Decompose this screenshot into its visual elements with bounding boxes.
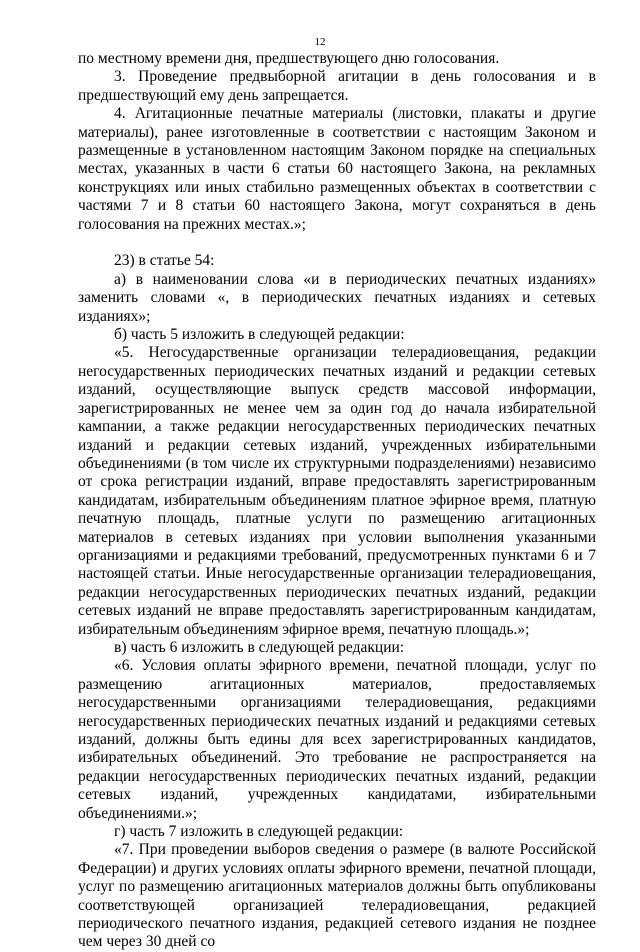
paragraph-spacer (78, 234, 596, 252)
paragraph: г) часть 7 изложить в следующей редакции: (114, 823, 404, 841)
paragraph: а) в наименовании слова «и в периодических печатных изданиях» заменить словами «, в периодических печатных изданиях и сетевых изданиях»; (78, 270, 596, 325)
paragraph: «5. Негосударственные организации телерадиовещания, редакции негосударственных периодических печатных изданий и редакции сетевых изданий, осуществляющие выпуск средств массовой информации, зарегистрированных не менее чем за один год до начала избирательной кампании, а также редакции негосударственных периодических печатных изданий и редакции сетевых изданий, учрежденных избирательными объединениями (в том числе их структурными подразделениями) независимо от срока регистрации изданий, вправе предоставлять зарегистрированным кандидатам, избирательным объединениям платное эфирное время, платную печатную площадь, платные услуги по размещению агитационных материалов в сетевых изданиях при условии выполнения указанными организациями и редакциями требований, предусмотренных пунктами 6 и 7 настоящей статьи. Иные негосударственные организации телерадиовещания, редакции негосударственных периодических печатных изданий, редакции сетевых изданий не вправе предоставлять зарегистрированным кандидатам, избирательным объединениям эфирное время, печатную площадь.»; (78, 344, 596, 638)
paragraph: 4. Агитационные печатные материалы (листовки, плакаты и другие материалы), ранее изготовленные в соответствии с настоящим Законом и размещенные в установленном настоящим Законом порядке на специальных местах, указанных в части 6 статьи 60 настоящего Закона, на рекламных конструкциях или иных стабильно размещенных объектах в соответствии с частями 7 и 8 статьи 60 настоящего Закона, могут сохраняться в день голосования на прежних местах.»; (78, 105, 596, 233)
page-number: 12 (314, 36, 326, 48)
paragraph: «7. При проведении выборов сведения о размере (в валюте Российской Федерации) и других условиях оплаты эфирного времени, печатной площади, услуг по размещению агитационных материалов должны быть опубликованы соответствующей организацией телерадиовещания, редакцией периодического печатного издания, редакцией сетевого издания не позднее чем через 30 дней со (78, 841, 596, 951)
paragraph: в) часть 6 изложить в следующей редакции: (114, 638, 405, 656)
paragraph: б) часть 5 изложить в следующей редакции: (114, 326, 405, 344)
paragraph: 23) в статье 54: (114, 252, 215, 270)
paragraph: по местному времени дня, предшествующего дню голосования. (78, 50, 500, 67)
document-body (78, 50, 596, 952)
paragraph: 3. Проведение предвыборной агитации в день голосования и в предшествующий ему день запрещается. (78, 68, 596, 104)
paragraph: «6. Условия оплаты эфирного времени, печатной площади, услуг по размещению агитационных материалов, предоставляемых негосударственными организациями телерадиовещания, редакциями негосударственных периодических печатных изданий и редакциями сетевых изданий, должны быть едины для всех зарегистрированных кандидатов, избирательных объединений. Это требование не распространяется на редакции негосударственных периодических печатных изданий, редакции сетевых изданий, учрежденных кандидатами, избирательными объединениями.»; (78, 657, 596, 822)
